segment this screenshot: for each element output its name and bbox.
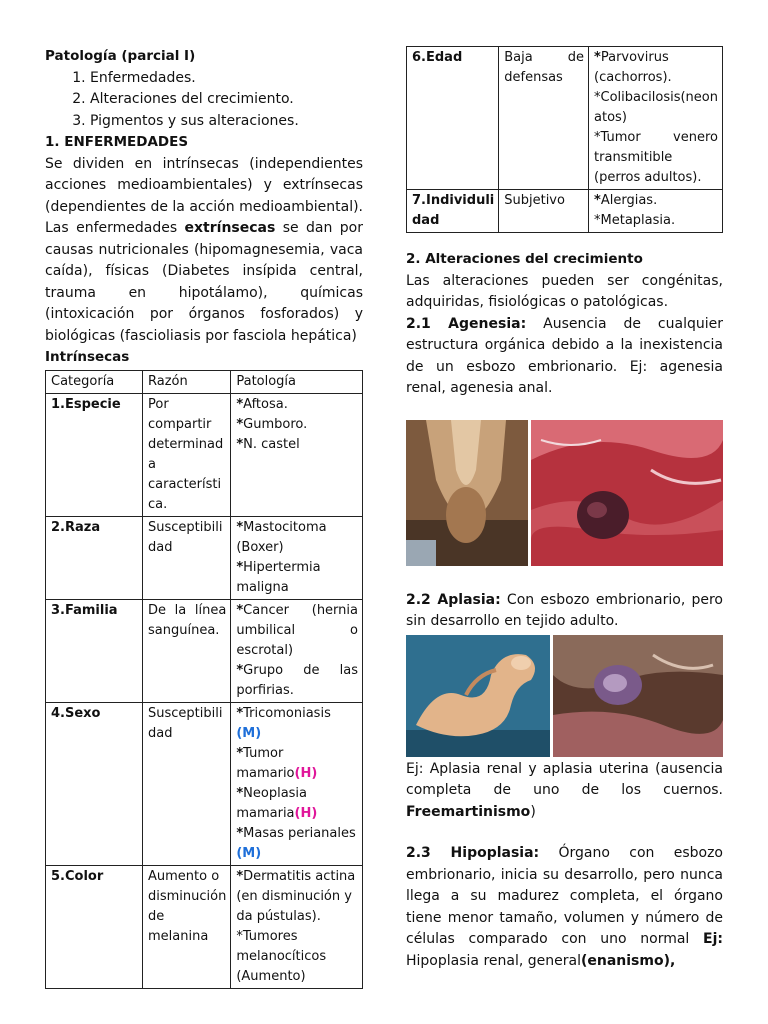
toc-item: 3. Pigmentos y sus alteraciones. xyxy=(90,111,363,133)
aplasia-photos xyxy=(406,635,723,757)
agenesia-renal-photo xyxy=(531,420,723,566)
cell-pathology: *Alergias. *Metaplasia. xyxy=(589,190,723,233)
section-heading: 1. ENFERMEDADES xyxy=(45,134,189,150)
paragraph: 2.1 Agenesia: Ausencia de cualquier estructura orgánica debido a la inexistencia de un esbozo embrionario. Ej: agenesia renal, agenesia anal. xyxy=(406,315,723,396)
subsection-heading: Intrínsecas xyxy=(45,349,130,365)
table-header-row xyxy=(46,370,363,393)
cell-category: 3.Familia xyxy=(46,599,143,702)
table-row xyxy=(46,393,363,516)
intrinsic-table xyxy=(45,370,363,989)
cell-reason: Aumento o disminución de melanina xyxy=(143,865,231,988)
cell-category: 1.Especie xyxy=(46,393,143,516)
table-row xyxy=(407,190,723,233)
cell-category: 6.Edad xyxy=(407,47,499,190)
page-title: Patología (parcial I) xyxy=(45,48,196,64)
cell-reason: De la línea sanguínea. xyxy=(143,599,231,702)
section-heading: 2. Alteraciones del crecimiento xyxy=(406,251,643,267)
cell-pathology: *Tricomoniasis (M) *Tumor mamario(H) *Neoplasia mamaria(H) *Masas perianales (M) xyxy=(231,702,363,865)
cell-reason: Por compartir determinad a característi ca. xyxy=(143,393,231,516)
cell-category: 5.Color xyxy=(46,865,143,988)
right-column xyxy=(406,46,723,972)
cell-pathology: *Cancer (hernia umbilical o escrotal) *Grupo de las porfirias. xyxy=(231,599,363,702)
paragraph: Las alteraciones pueden ser congénitas, adquiridas, fisiológicas o patológicas. xyxy=(406,272,723,310)
toc-item: 2. Alteraciones del crecimiento. xyxy=(90,89,363,111)
cell-reason: Susceptibili dad xyxy=(143,516,231,599)
paragraph: 2.3 Hipoplasia: Órgano con esbozo embrionario, inicia su desarrollo, pero nunca llega a su madurez completa, el órgano tiene menor tamaño, volumen y número de células comparado con uno normal Ej: Hipoplasia renal, general(enanismo), xyxy=(406,845,723,969)
cell-category: 7.Individuli dad xyxy=(407,190,499,233)
left-column xyxy=(45,46,363,989)
cell-reason: Subjetivo xyxy=(499,190,589,233)
table-header: Razón xyxy=(143,370,231,393)
table-row xyxy=(407,47,723,190)
aplasia-renal-photo xyxy=(553,635,723,757)
cell-reason: Baja de defensas xyxy=(499,47,589,190)
table-row xyxy=(46,865,363,988)
cell-pathology: *Mastocitoma (Boxer) *Hipertermia maligna xyxy=(231,516,363,599)
table-row xyxy=(46,599,363,702)
intrinsic-table-continued xyxy=(406,46,723,233)
agenesia-anal-photo xyxy=(406,420,528,566)
paragraph: Se dividen en intrínsecas (independientes acciones medioambientales) y extrínsecas (dependientes de la acción medioambiental). xyxy=(45,155,364,215)
table-row xyxy=(46,702,363,865)
paragraph: Las enfermedades extrínsecas se dan por causas nutricionales (hipomagnesemia, vaca caída), físicas (Diabetes insípida central, trauma en hipotálamo), químicas (intoxicación por órganos fosforados) y biológicas (fascioliasis por fasciola hepática) xyxy=(45,220,363,344)
table-header: Patología xyxy=(231,370,363,393)
cell-pathology: *Parvovirus (cachorros). *Colibacilosis(neon atos) *Tumor venero transmitible (perros adultos). xyxy=(589,47,723,190)
cell-category: 2.Raza xyxy=(46,516,143,599)
toc-list xyxy=(45,68,363,133)
table-header: Categoría xyxy=(46,370,143,393)
cell-pathology: *Dermatitis actina (en disminución y da pústulas). *Tumores melanocíticos (Aumento) xyxy=(231,865,363,988)
cell-reason: Susceptibili dad xyxy=(143,702,231,865)
toc-item: 1. Enfermedades. xyxy=(90,68,363,90)
table-row xyxy=(46,516,363,599)
cell-pathology: *Aftosa. *Gumboro. *N. castel xyxy=(231,393,363,516)
paragraph: 2.2 Aplasia: Con esbozo embrionario, pero sin desarrollo en tejido adulto. xyxy=(406,591,723,629)
aplasia-uterina-photo xyxy=(406,635,550,757)
agenesia-photos xyxy=(406,420,723,566)
paragraph: Ej: Aplasia renal y aplasia uterina (ausencia completa de uno de los cuernos. Freemartinismo) xyxy=(406,760,723,820)
cell-category: 4.Sexo xyxy=(46,702,143,865)
